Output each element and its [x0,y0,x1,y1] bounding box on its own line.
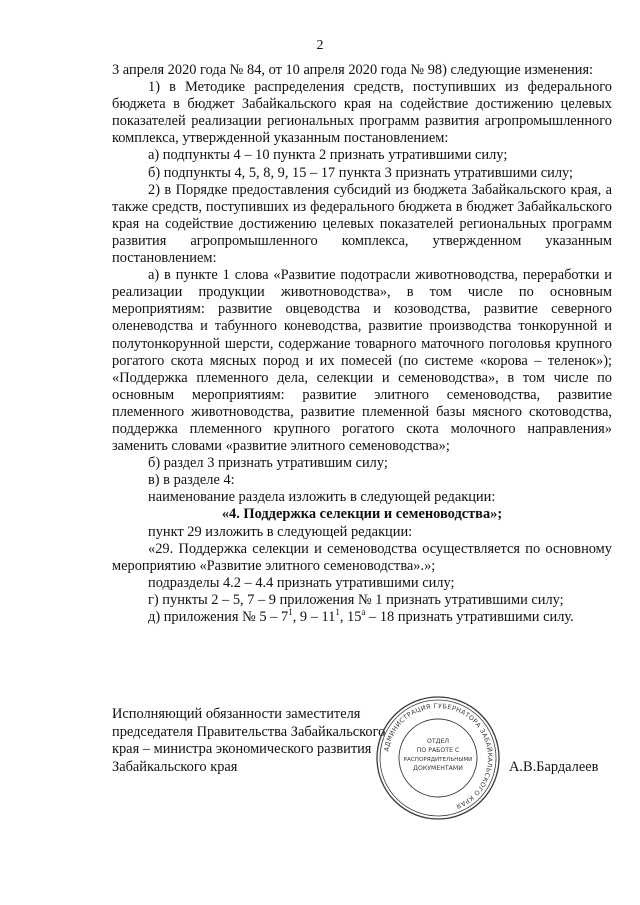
signature-line: Забайкальского края [112,758,238,775]
stamp-center-line: ОТДЕЛ [426,738,450,745]
paragraph: 3 апреля 2020 года № 84, от 10 апреля 2020 года № 98) следующие изменения: [112,62,594,78]
paragraph: г) пункты 2 – 5, 7 – 9 приложения № 1 признать утратившими силу; [148,591,564,608]
signer-name: А.В.Бардалеев [509,759,599,775]
paragraph: в) в разделе 4: [148,472,235,489]
stamp-center-line: РАСПОРЯДИТЕЛЬНЫМИ [403,757,473,763]
signature-line: края – министра экономического развития [112,741,372,757]
stamp-center-line: ПО РАБОТЕ С [416,747,460,754]
paragraph: а) в пункте 1 слова «Развитие подотрасли животноводства, переработки и реализации продукции животноводства», в том числе по основным мероприятиям: развитие овцеводства и козоводства, развитие северного оленеводства и табунного коневодства, развитие производства тонкорунной и полутонкорунной шерсти, содержание товарного маточного поголовья крупного рогатого скота мясных пород и их помесей (по системе «корова – теленок»); «Поддержка племенного дела, селекции и семеноводства», в том числе по основным мероприятиям: развитие элитного семеноводства, развитие племенного животноводства, развитие племенной базы мясного скотоводства, поддержка племенного крупного рогатого скота молочного направления» заменить словами «развитие элитного семеноводства»; [112,267,612,455]
signature-line: Исполняющий обязанности заместителя [112,706,361,722]
paragraph: 2) в Порядке предоставления субсидий из бюджета Забайкальского края, а также средств, поступивших из федерального бюджета в бюджет Забайкальского края на содействие достижению целевых показателей региональных программ развития агропромышленного комплекса, утвержденном указанным постановлением: [112,181,612,267]
section-heading: «4. Поддержка селекции и семеноводства»; [221,506,503,523]
paragraph: наименование раздела изложить в следующей редакции: [148,489,496,506]
paragraph: а) подпункты 4 – 10 пункта 2 признать утратившими силу; [148,147,508,164]
paragraph: подразделы 4.2 – 4.4 признать утратившими силу; [148,574,455,591]
paragraph-last-item: д) приложения № $5 - 7^1$, $9 - 11^1$, $15^а - 18$ признать утратившими силу. [148,607,574,625]
paragraph: 1) в Методике распределения средств, поступивших из федерального бюджета в бюджет Забайкальского края на содействие достижению целевых показателей реализации региональных программ развития агропромышленного комплекса, утвержденной указанным постановлением: [112,79,612,147]
paragraph: б) раздел 3 признать утратившим силу; [148,455,388,472]
stamp-center-line: ДОКУМЕНТАМИ [413,765,463,772]
paragraph: б) подпункты 4, 5, 8, 9, 15 – 17 пункта 3 признать утратившими силу; [148,164,574,181]
paragraph: «29. Поддержка селекции и семеноводства осуществляется по основному мероприятию «Развитие элитного семеноводства».»; [112,540,612,574]
page-number: 2 [316,38,324,53]
signature-line: председателя Правительства Забайкальского [112,723,386,740]
signature-title [112,706,412,776]
paragraph: пункт 29 изложить в следующей редакции: [148,523,413,540]
document-body [112,62,612,626]
official-stamp [374,694,502,822]
stamp-ring-text: АДМИНИСТРАЦИЯ ГУБЕРНАТОРА ЗАБАЙКАЛЬСКОГО КРАЯ [382,701,495,811]
